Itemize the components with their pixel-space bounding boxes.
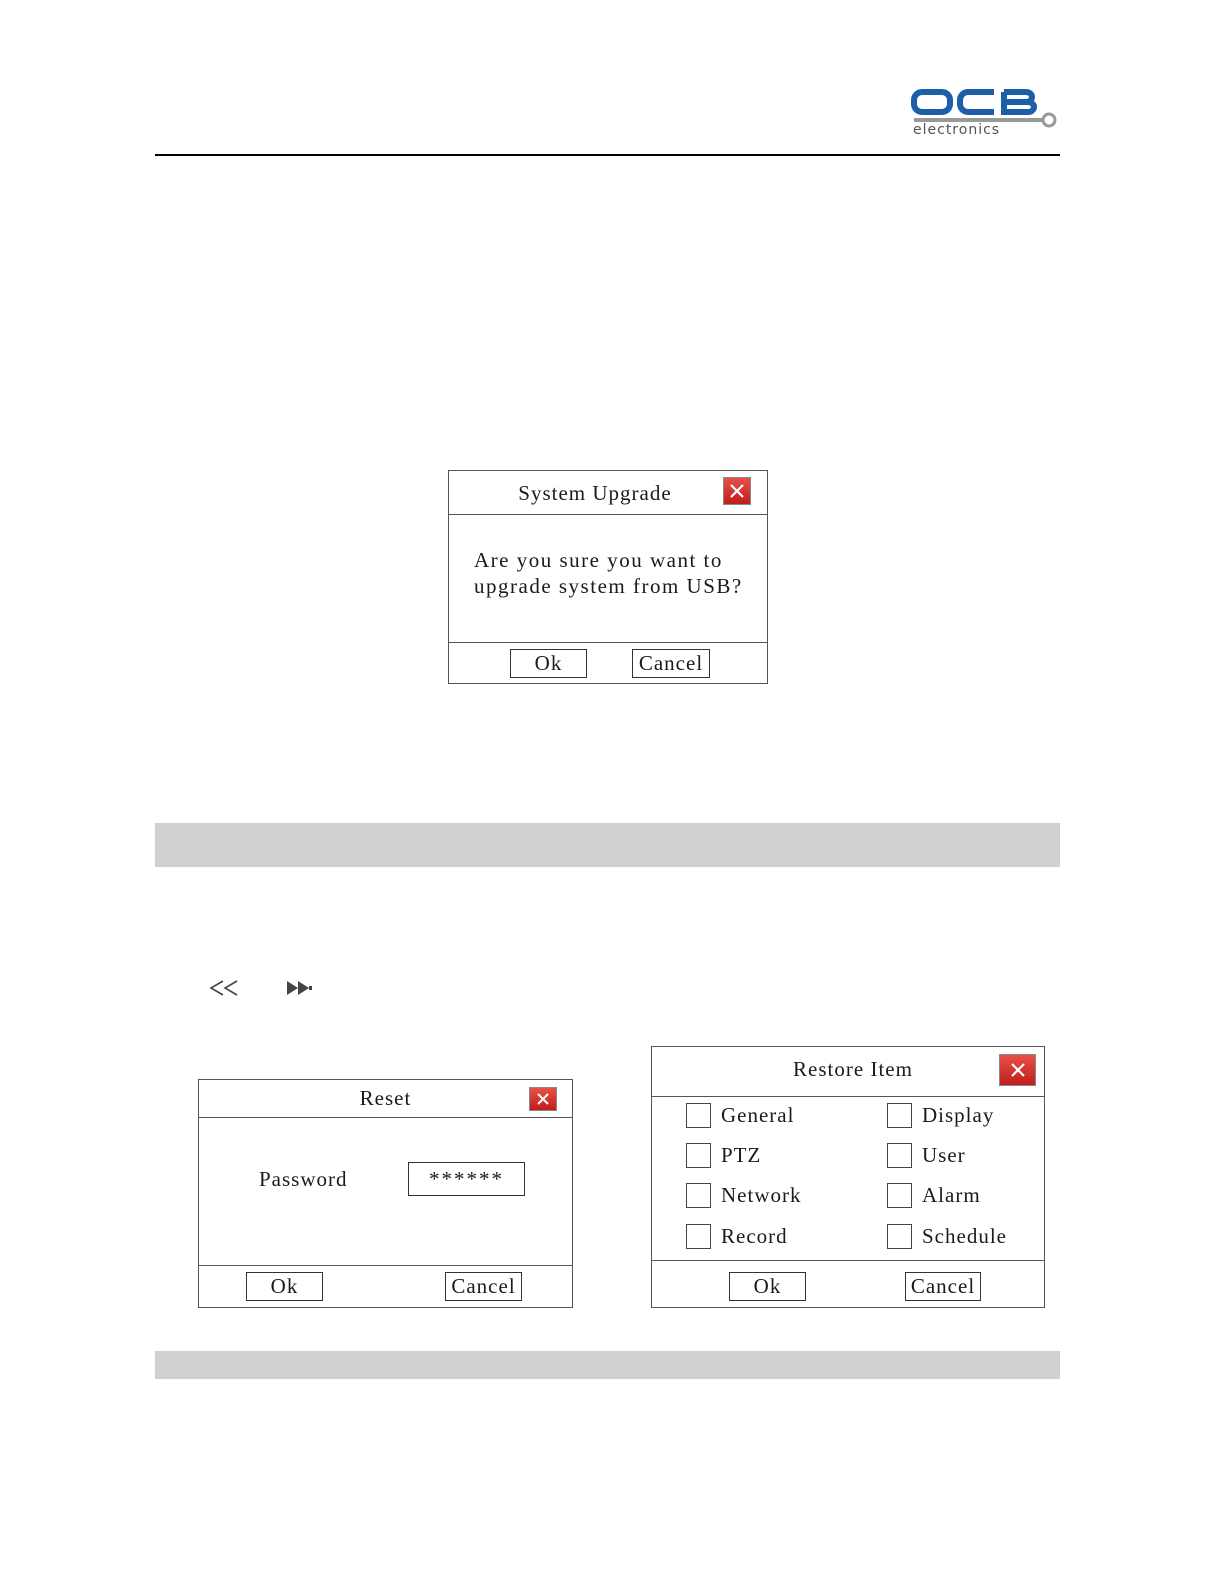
option-label: Schedule bbox=[922, 1224, 1007, 1248]
rewind-icon bbox=[209, 979, 239, 997]
checkbox[interactable] bbox=[887, 1224, 912, 1249]
ok-button[interactable]: Ok bbox=[510, 649, 587, 678]
restore-option-record[interactable] bbox=[686, 1224, 788, 1249]
checkbox[interactable] bbox=[887, 1143, 912, 1168]
restore-option-network[interactable] bbox=[686, 1183, 801, 1208]
ok-button[interactable]: Ok bbox=[246, 1272, 323, 1301]
restore-option-ptz[interactable] bbox=[686, 1143, 761, 1168]
ok-button[interactable]: Ok bbox=[729, 1272, 806, 1301]
cancel-button[interactable]: Cancel bbox=[445, 1272, 522, 1301]
checkbox[interactable] bbox=[686, 1143, 711, 1168]
restore-option-schedule[interactable] bbox=[887, 1224, 1007, 1249]
checkbox[interactable] bbox=[686, 1183, 711, 1208]
cancel-button[interactable]: Cancel bbox=[905, 1272, 981, 1301]
confirm-message-line2: upgrade system from USB? bbox=[474, 574, 743, 598]
close-icon[interactable] bbox=[723, 477, 751, 505]
dialog-title: Reset bbox=[359, 1086, 412, 1110]
option-label: Record bbox=[721, 1224, 788, 1248]
divider bbox=[199, 1117, 572, 1118]
option-label: Network bbox=[721, 1183, 802, 1207]
restore-option-alarm[interactable] bbox=[887, 1183, 981, 1208]
divider bbox=[652, 1096, 1044, 1097]
divider bbox=[652, 1260, 1044, 1261]
checkbox[interactable] bbox=[686, 1103, 711, 1128]
divider bbox=[449, 514, 767, 515]
option-label: Display bbox=[922, 1103, 995, 1127]
restore-item-dialog bbox=[651, 1046, 1045, 1308]
checkbox[interactable] bbox=[887, 1103, 912, 1128]
section-band bbox=[155, 1351, 1060, 1379]
header-rule bbox=[155, 154, 1060, 156]
option-label: Alarm bbox=[922, 1183, 981, 1207]
fast-forward-icon bbox=[285, 979, 313, 997]
restore-option-general[interactable] bbox=[686, 1103, 794, 1128]
option-label: PTZ bbox=[721, 1143, 762, 1167]
logo-tagline: electronics bbox=[913, 122, 1001, 138]
close-icon[interactable] bbox=[529, 1087, 557, 1111]
reset-dialog bbox=[198, 1079, 573, 1308]
restore-option-user[interactable] bbox=[887, 1143, 966, 1168]
section-band bbox=[155, 823, 1060, 867]
divider bbox=[449, 642, 767, 643]
password-field[interactable] bbox=[408, 1162, 525, 1196]
system-upgrade-dialog bbox=[448, 470, 768, 684]
dialog-title: Restore Item bbox=[793, 1057, 913, 1081]
password-label: Password bbox=[259, 1167, 348, 1191]
checkbox[interactable] bbox=[887, 1183, 912, 1208]
option-label: General bbox=[721, 1103, 795, 1127]
cancel-button[interactable]: Cancel bbox=[632, 649, 710, 678]
dialog-title: System Upgrade bbox=[518, 481, 672, 505]
divider bbox=[199, 1265, 572, 1266]
checkbox[interactable] bbox=[686, 1224, 711, 1249]
confirm-message-line1: Are you sure you want to bbox=[474, 548, 723, 572]
restore-option-display[interactable] bbox=[887, 1103, 994, 1128]
option-label: User bbox=[922, 1143, 966, 1167]
close-icon[interactable] bbox=[999, 1054, 1036, 1086]
